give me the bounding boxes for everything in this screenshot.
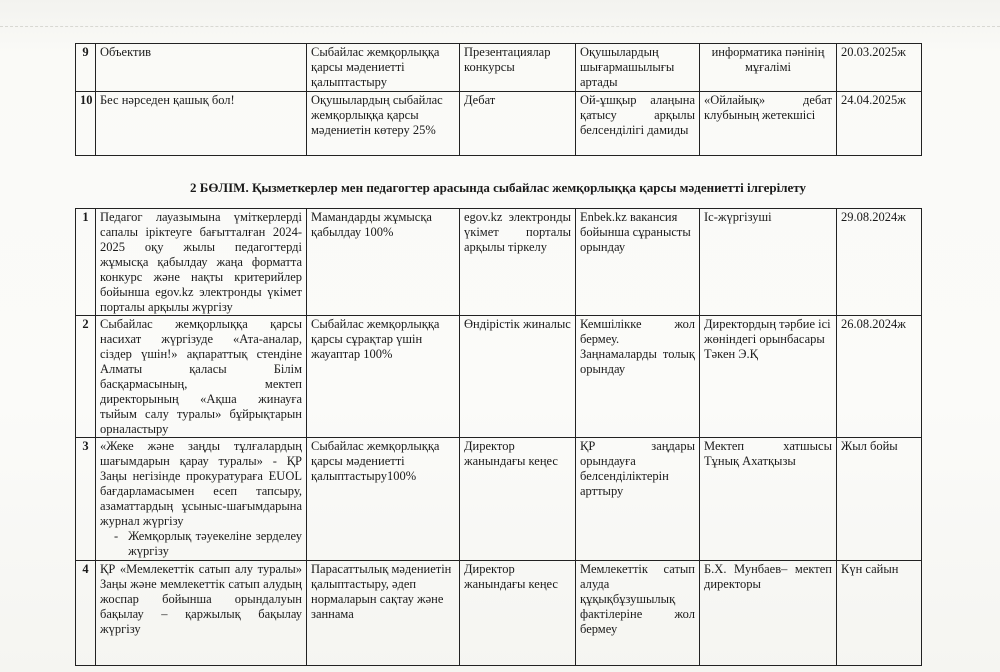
event-title: Сыбайлас жемқорлыққа қарсы насихат жүргізуде «Ата-аналар, сіздер үшін!» ақпараттық стендіне Алматы қаласы Білім басқармасының, мектеп директорының «Ақша жинауға тыйым салу туралы» бұйрықтарын орналастыру [96, 316, 307, 438]
event-responsible: Директордың тәрбие ісі жөніндегі орынбасары Тәкен Э.Қ [700, 316, 837, 438]
event-form: Презентациялар конкурсы [460, 44, 576, 92]
table-row [76, 561, 922, 666]
plan-table-section-1 [75, 43, 922, 156]
row-number: 2 [76, 316, 96, 438]
row-number: 4 [76, 561, 96, 666]
event-result: Кемшілікке жол бермеу. Заңнамаларды толық орындау [576, 316, 700, 438]
event-date: Күн сайын [837, 561, 922, 666]
row-number: 3 [76, 438, 96, 561]
event-goal: Сыбайлас жемқорлыққа қарсы мәдениетті қалыптастыру100% [307, 438, 460, 561]
event-title: ҚР «Мемлекеттік сатып алу туралы» Заңы және мемлекеттік сатып алудың жоспар бойынша орындалуын бақылау – қаржылық бақылау жүргізу [96, 561, 307, 666]
scan-artifact-line [0, 26, 1000, 28]
event-form: Өндірістік жиналыс [460, 316, 576, 438]
event-title: Объектив [96, 44, 307, 92]
table-row [76, 316, 922, 438]
bullet-item [100, 529, 302, 559]
event-title: Педагог лауазымына үміткерлерді сапалы іріктеуге бағытталған 2024-2025 оқу жылы педагогтерді жұмысқа қабылдау жаңа форматта конкурс және нақты критерийлер бойынша egov.kz электронды үкімет порталы арқылы жүргізу [96, 209, 307, 316]
event-form: egov.kz электронды үкімет порталы арқылы тіркелу [460, 209, 576, 316]
event-result: Enbek.kz вакансия бойынша сұранысты орындау [576, 209, 700, 316]
event-title-cell [96, 438, 307, 561]
event-date: Жыл бойы [837, 438, 922, 561]
event-result: Ой-ұшқыр алаңына қатысу арқылы белсенділігі дамиды [576, 92, 700, 156]
event-title: «Жеке және заңды тұлғалардың шағымдарын қарау туралы» - ҚР Заңы негізінде прокуратураға EUOL бағдарламасымен есеп тапсыру, азаматтардың ұсыныс-шағымдарына журнал жүргізу [100, 439, 302, 528]
event-responsible: Б.Х. Мунбаев– мектеп директоры [700, 561, 837, 666]
table-row [76, 44, 922, 92]
event-form: Дебат [460, 92, 576, 156]
event-form: Директор жанындағы кеңес [460, 561, 576, 666]
event-goal: Оқушылардың сыбайлас жемқорлыққа қарсы мәдениетін көтеру 25% [307, 92, 460, 156]
event-result: Оқушылардың шығармашылығы артады [576, 44, 700, 92]
plan-table-section-2 [75, 208, 922, 666]
event-title: Бес нәрседен қашық бол! [96, 92, 307, 156]
event-goal: Сыбайлас жемқорлыққа қарсы мәдениетті қалыптастыру [307, 44, 460, 92]
section-title: 2 БӨЛІМ. Қызметкерлер мен педагогтер арасында сыбайлас жемқорлыққа қарсы мәдениетті ілгерілету [189, 180, 807, 195]
event-goal: Мамандарды жұмысқа қабылдау 100% [307, 209, 460, 316]
event-goal: Сыбайлас жемқорлыққа қарсы сұрақтар үшін жауаптар 100% [307, 316, 460, 438]
event-date: 29.08.2024ж [837, 209, 922, 316]
event-goal: Парасаттылық мәдениетін қалыптастыру, әдеп нормаларын сақтау және заннама [307, 561, 460, 666]
bullet-dash: - [114, 529, 119, 543]
event-date: 24.04.2025ж [837, 92, 922, 156]
event-date: 20.03.2025ж [837, 44, 922, 92]
event-date: 26.08.2024ж [837, 316, 922, 438]
event-responsible: Мектеп хатшысы Тұнық Ахатқызы [700, 438, 837, 561]
row-number: 9 [76, 44, 96, 92]
row-number: 1 [76, 209, 96, 316]
row-number: 10 [76, 92, 96, 156]
event-result: ҚР заңдары орындауға белсенділіктерін арттыру [576, 438, 700, 561]
event-result: Мемлекеттік сатып алуда құқықбұзушылық фактілеріне жол бермеу [576, 561, 700, 666]
table-row [76, 209, 922, 316]
event-form: Директор жанындағы кеңес [460, 438, 576, 561]
table-row [76, 92, 922, 156]
event-responsible: «Ойлайық» дебат клубының жетекшісі [700, 92, 837, 156]
table-row [76, 438, 922, 561]
event-responsible: Іс-жүргізуші [700, 209, 837, 316]
event-responsible: информатика пәнінің мұғалімі [700, 44, 837, 92]
bullet-text: Жемқорлық тәуекеліне зерделеу жүргізу [128, 529, 302, 558]
